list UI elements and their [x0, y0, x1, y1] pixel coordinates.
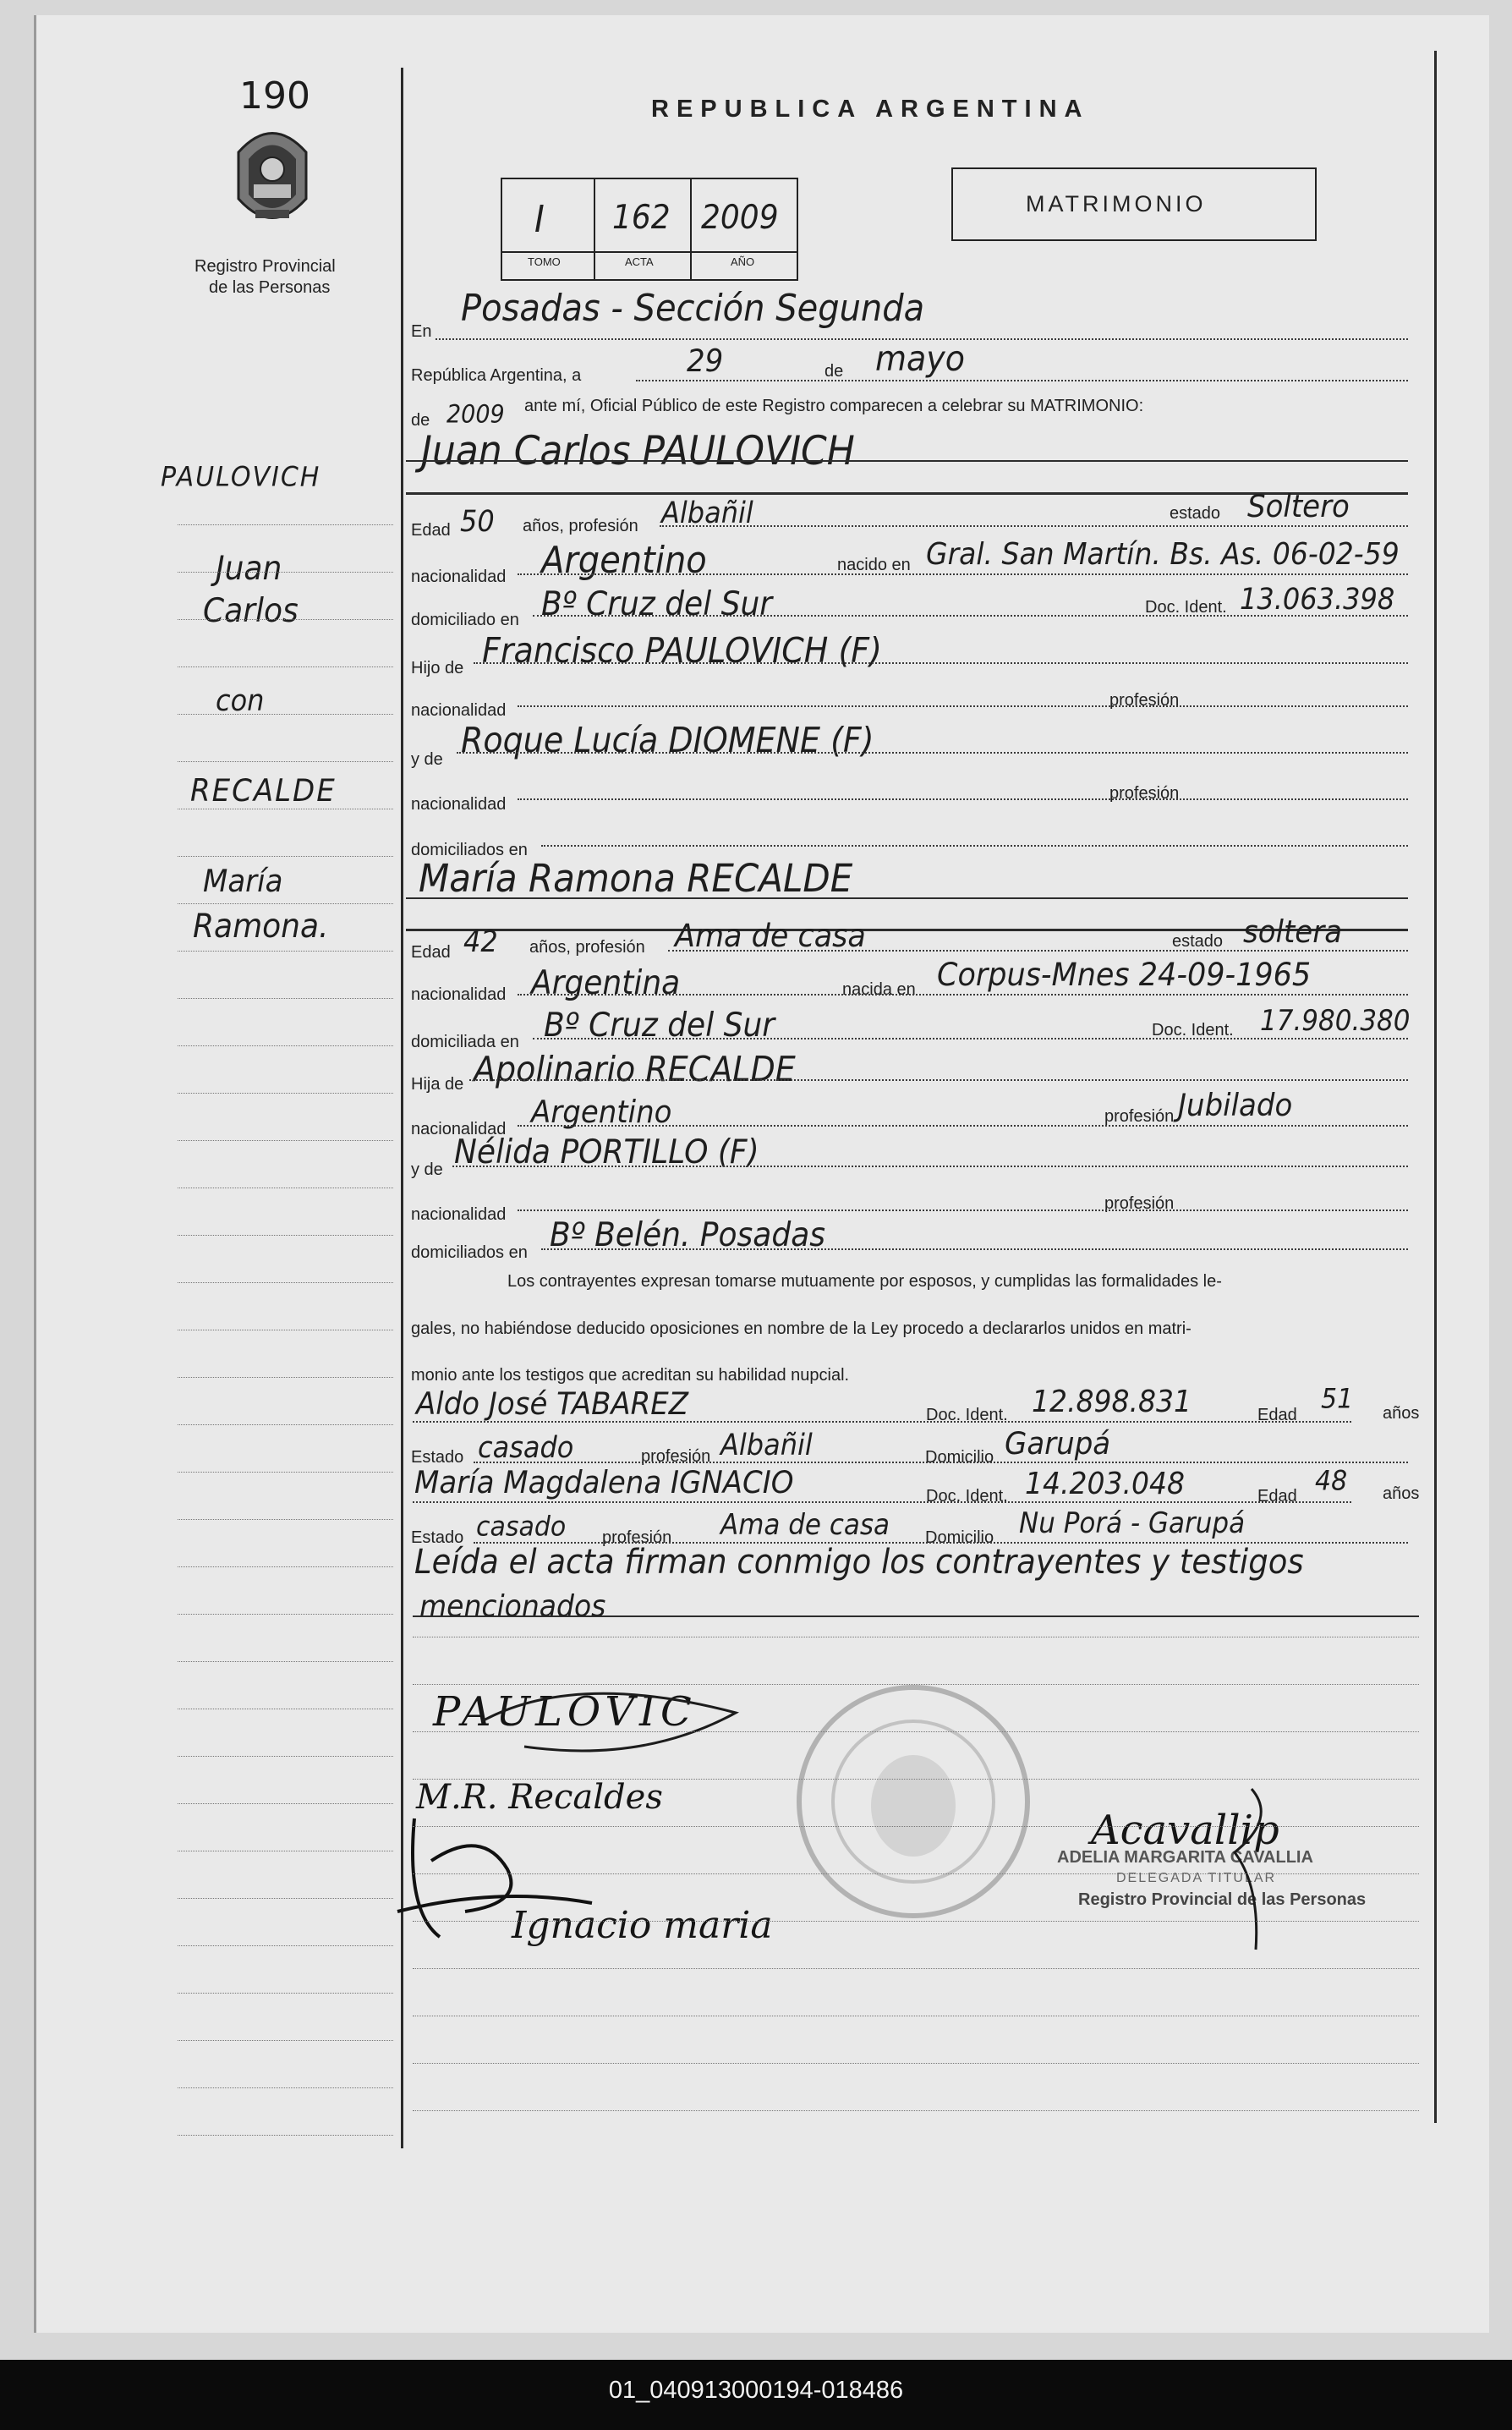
witness1-estado-label: Estado — [411, 1448, 464, 1467]
bride-status: soltera — [1243, 913, 1343, 951]
margin-rule — [178, 1045, 393, 1046]
document-type: MATRIMONIO — [1026, 191, 1207, 217]
witness2-line — [413, 1501, 1351, 1503]
margin-first-groom-1: Juan — [216, 550, 282, 588]
groom-line-1 — [406, 460, 1408, 462]
groom-father-line — [474, 662, 1408, 664]
place-value: Posadas - Sección Segunda — [461, 288, 925, 330]
closing-note-1: Leída el acta firman conmigo los contrayentes y testigos — [414, 1542, 1304, 1582]
year-label: de — [411, 411, 430, 430]
groom-status: Soltero — [1247, 488, 1350, 525]
margin-rule — [178, 1472, 393, 1473]
bride-nac-line — [518, 994, 1408, 996]
witness1-doc-label: Doc. Ident. — [926, 1406, 1008, 1424]
bride-father-nac-line — [518, 1125, 1408, 1127]
declaration-1: Los contrayentes expresan tomarse mutuamente por esposos, y cumplidas las formalidades le- — [507, 1272, 1222, 1291]
witness1-status: casado — [478, 1429, 574, 1465]
bride-birth: Corpus-Mnes 24-09-1965 — [937, 957, 1312, 994]
margin-rule — [178, 1566, 393, 1567]
groom-signature: PAULOVIC — [433, 1688, 697, 1736]
witness2-name: María Magdalena IGNACIO — [414, 1464, 794, 1501]
officer-stamp-name: ADELIA MARGARITA CAVALLIA — [1057, 1848, 1313, 1867]
groom-father-nac-label: nacionalidad — [411, 701, 507, 720]
day-value: 29 — [687, 343, 724, 380]
bride-father-line — [469, 1079, 1408, 1081]
bride-yde-label: y de — [411, 1160, 443, 1179]
margin-rule — [178, 903, 393, 904]
bride-detail-line — [668, 950, 1408, 952]
witness1-dom-label: Domicilio — [925, 1448, 994, 1467]
groom-mother: Roque Lucía DIOMENE (F) — [461, 720, 874, 760]
margin-rule — [178, 1093, 393, 1094]
bride-father: Apolinario RECALDE — [474, 1049, 796, 1089]
groom-dom-label: domiciliado en — [411, 611, 519, 629]
bride-nationality: Argentina — [531, 964, 681, 1002]
officer-stamp-registry: Registro Provincial de las Personas — [1078, 1890, 1367, 1909]
margin-rule — [178, 1614, 393, 1615]
bride-line-1 — [406, 897, 1408, 899]
bride-father-nac-label: nacionalidad — [411, 1120, 507, 1138]
signature-rule — [413, 1968, 1419, 1969]
witness1-prof-label: profesión — [641, 1447, 711, 1466]
signature-rule — [413, 1826, 1419, 1827]
witness2-status: casado — [476, 1511, 567, 1544]
margin-rule — [178, 524, 393, 525]
witness2-dom-label: Domicilio — [925, 1528, 994, 1547]
signature-rule — [413, 1921, 1419, 1922]
groom-nationality: Argentino — [541, 540, 707, 582]
margin-surname-bride: RECALDE — [190, 772, 337, 809]
tomo-label: TOMO — [528, 255, 561, 268]
intro-text: ante mí, Oficial Público de este Registro comparecen a celebrar su MATRIMONIO: — [524, 397, 1144, 415]
officer-signature: Acavallip — [1091, 1807, 1279, 1854]
signature-rule — [413, 2063, 1419, 2064]
register-page — [34, 15, 1489, 2333]
margin-rule — [178, 856, 393, 857]
signature-rule — [413, 1684, 1419, 1685]
witness2-estado-label: Estado — [411, 1528, 464, 1547]
witness2-age: 48 — [1315, 1465, 1348, 1498]
bride-mother-prof-label: profesión — [1104, 1194, 1175, 1213]
right-border — [1434, 51, 1437, 2123]
margin-first-groom-2: Carlos — [203, 592, 299, 630]
margin-rule — [178, 1235, 393, 1236]
witness2-edad-label: Edad — [1257, 1487, 1297, 1506]
groom-profession: Albañil — [661, 495, 753, 530]
bride-name: María Ramona RECALDE — [419, 856, 853, 901]
margin-first-bride-1: María — [203, 863, 283, 900]
bride-profession: Ama de casa — [675, 918, 866, 955]
groom-father-nac-line — [518, 705, 1408, 707]
groom-birth: Gral. San Martín. Bs. As. 06-02-59 — [926, 535, 1400, 572]
groom-parents-dom-label: domiciliados en — [411, 841, 528, 859]
registry-seal-logo — [222, 118, 323, 237]
margin-rule — [178, 619, 393, 620]
closing-note-2: mencionados — [419, 1588, 606, 1624]
margin-first-bride-2: Ramona. — [193, 908, 329, 946]
official-stamp — [791, 1679, 1036, 1924]
country-title: REPUBLICA ARGENTINA — [651, 96, 1090, 123]
signature-rule — [413, 1779, 1419, 1780]
bride-dom-line — [533, 1038, 1408, 1039]
witness1-anos-label: años — [1383, 1404, 1420, 1423]
groom-mother-nac-line — [518, 798, 1408, 800]
bride-parents-address: Bº Belén. Posadas — [550, 1216, 826, 1254]
groom-nac-label: nacionalidad — [411, 568, 507, 586]
margin-rule — [178, 572, 393, 573]
ano-value: 2009 — [701, 199, 779, 237]
bride-profesion-label: años, profesión — [529, 938, 645, 957]
acta-label: ACTA — [625, 255, 654, 268]
groom-nacido-label: nacido en — [837, 556, 911, 574]
bride-edad-label: Edad — [411, 943, 451, 962]
registry-name-2: de las Personas — [209, 278, 331, 297]
officer-stamp-title: DELEGADA TITULAR — [1116, 1871, 1277, 1885]
witness1-edad-label: Edad — [1257, 1406, 1297, 1424]
bride-hija-label: Hija de — [411, 1075, 464, 1094]
bride-doc-label: Doc. Ident. — [1152, 1021, 1234, 1039]
margin-con: con — [216, 683, 265, 718]
witness1-line-2 — [474, 1462, 1408, 1463]
groom-hijo-label: Hijo de — [411, 659, 464, 677]
declaration-2: gales, no habiéndose deducido oposiciones en nombre de la Ley procedo a declararlos unidos en matri- — [411, 1319, 1192, 1338]
bride-address: Bº Cruz del Sur — [544, 1007, 775, 1045]
acta-value: 162 — [612, 199, 671, 237]
groom-profesion-label: años, profesión — [523, 517, 638, 535]
groom-yde-label: y de — [411, 750, 443, 769]
bride-mother-line — [452, 1166, 1408, 1167]
groom-mother-prof-label: profesión — [1109, 784, 1180, 803]
witness1-name: Aldo José TABAREZ — [416, 1385, 689, 1423]
signature-rule — [413, 2110, 1419, 2111]
groom-mother-nac-label: nacionalidad — [411, 795, 507, 814]
margin-rule — [178, 1803, 393, 1804]
witness2-doc-label: Doc. Ident. — [926, 1487, 1008, 1506]
closing-line — [413, 1615, 1419, 1617]
margin-rule — [178, 1282, 393, 1283]
margin-rule — [178, 1945, 393, 1946]
republica-label: República Argentina, a — [411, 366, 582, 385]
bride-father-nationality: Argentino — [531, 1094, 672, 1131]
bride-father-profession: Jubilado — [1178, 1087, 1293, 1124]
date-line — [636, 380, 1408, 381]
margin-rule — [178, 1140, 393, 1141]
margin-rule — [178, 1661, 393, 1662]
bride-dom-label: domiciliada en — [411, 1033, 519, 1051]
groom-doc: 13.063.398 — [1240, 581, 1395, 617]
bride-parents-dom-label: domiciliados en — [411, 1243, 528, 1262]
witness2-address: Nu Porá - Garupá — [1019, 1506, 1246, 1540]
bride-parents-dom-line — [541, 1248, 1408, 1250]
groom-detail-line — [660, 525, 1408, 527]
groom-father: Francisco PAULOVICH (F) — [482, 630, 882, 671]
witness1-age: 51 — [1321, 1383, 1354, 1416]
margin-surname-groom: PAULOVICH — [161, 461, 321, 494]
margin-rule — [178, 951, 393, 952]
margin-rule — [178, 714, 393, 715]
groom-edad-label: Edad — [411, 521, 451, 540]
groom-signature-flourish — [474, 1679, 744, 1764]
groom-dom-line — [533, 615, 1408, 617]
groom-nac-line — [518, 573, 1408, 575]
signature-rule — [413, 1873, 1419, 1874]
bride-mother-nac-label: nacionalidad — [411, 1205, 507, 1224]
margin-rule — [178, 761, 393, 762]
margin-rule — [178, 1898, 393, 1899]
tomo-value: I — [534, 199, 545, 241]
witness2-doc: 14.203.048 — [1025, 1465, 1185, 1501]
margin-rule — [178, 1756, 393, 1757]
groom-address: Bº Cruz del Sur — [541, 585, 773, 623]
registry-name: Registro Provincial — [194, 257, 336, 276]
groom-name: Juan Carlos PAULOVICH — [421, 427, 855, 474]
groom-doc-label: Doc. Ident. — [1145, 598, 1227, 617]
bride-father-prof-label: profesión — [1104, 1107, 1175, 1126]
signature-rule — [413, 1731, 1419, 1732]
witness2-prof-label: profesión — [602, 1528, 672, 1547]
groom-parents-dom-line — [541, 845, 1408, 847]
groom-age: 50 — [460, 503, 495, 539]
witness2-anos-label: años — [1383, 1484, 1420, 1503]
margin-rule — [178, 1424, 393, 1425]
officer-signature-stroke — [1218, 1785, 1285, 1954]
witness1-doc: 12.898.831 — [1032, 1383, 1192, 1419]
witness1-address: Garupá — [1005, 1425, 1111, 1462]
groom-father-prof-label: profesión — [1109, 691, 1180, 710]
year-value: 2009 — [446, 400, 505, 430]
margin-rule — [178, 1519, 393, 1520]
document-type-box — [951, 167, 1317, 241]
scan-id: 01_040913000194-018486 — [608, 2377, 904, 2404]
bride-mother: Nélida PORTILLO (F) — [454, 1133, 759, 1171]
margin-rule — [178, 1993, 393, 1994]
margin-rule — [178, 2087, 393, 2088]
bride-estado-label: estado — [1172, 932, 1224, 951]
bride-age: 42 — [463, 924, 498, 959]
bride-nacida-label: nacida en — [842, 980, 916, 999]
margin-rule — [178, 666, 393, 667]
margin-rule — [178, 998, 393, 999]
margin-rule — [178, 2135, 393, 2136]
bride-signature: M.R. Recaldes — [416, 1778, 663, 1817]
de-label: de — [824, 362, 844, 381]
witness-signature: Ignacio maria — [512, 1904, 773, 1947]
bride-mother-nac-line — [518, 1210, 1408, 1211]
en-label: En — [411, 322, 432, 341]
margin-rule — [178, 1377, 393, 1378]
page-number: 190 — [239, 74, 310, 118]
witness1-line — [413, 1421, 1351, 1423]
declaration-3: monio ante los testigos que acreditan su habilidad nupcial. — [411, 1366, 850, 1385]
bride-doc: 17.980.380 — [1260, 1004, 1411, 1038]
groom-mother-line — [457, 752, 1408, 754]
witness1-profession: Albañil — [720, 1427, 813, 1462]
month-value: mayo — [875, 338, 966, 379]
bride-nac-label: nacionalidad — [411, 985, 507, 1004]
witness2-profession: Ama de casa — [720, 1508, 890, 1542]
record-number-box — [501, 178, 798, 281]
ano-label: AÑO — [731, 255, 755, 268]
margin-rule — [178, 2040, 393, 2041]
groom-estado-label: estado — [1170, 504, 1221, 523]
